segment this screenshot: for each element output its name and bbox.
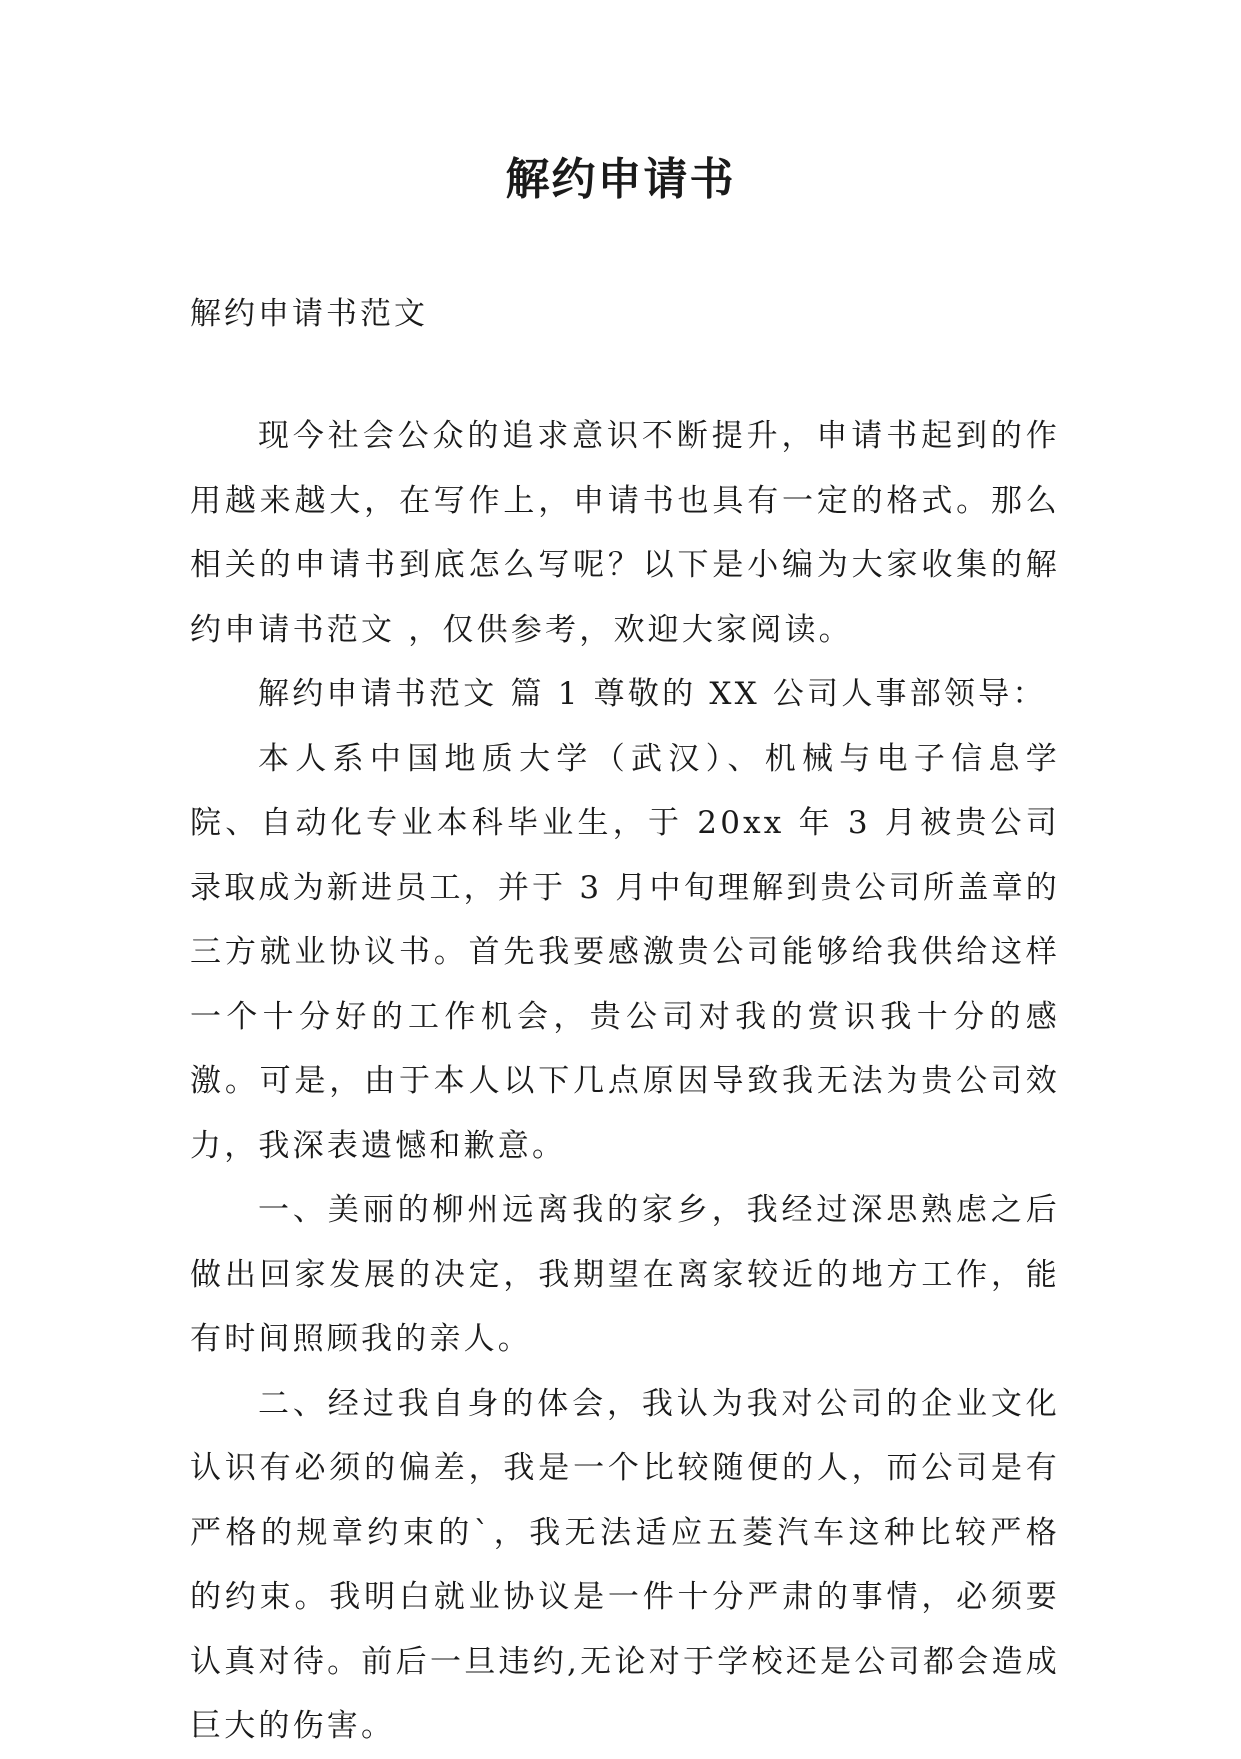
- paragraph-salutation: 解约申请书范文 篇 1 尊敬的 XX 公司人事部领导：: [258, 676, 1047, 712]
- paragraph-intro: 现今社会公众的追求意识不断提升，申请书起到的作用越来越大，在写作上，申请书也具有一定的格式。那么相关的申请书到底怎么写呢？以下是小编为大家收集的解约申请书范文 ，仅供参考，欢迎大家阅读。: [190, 418, 1060, 648]
- document-subtitle: 解约申请书范文: [190, 296, 428, 332]
- document-body: [190, 404, 1060, 1759]
- paragraph-background: 本人系中国地质大学（武汉）、机械与电子信息学院、自动化专业本科毕业生，于 20xx 年 3 月被贵公司录取成为新进员工，并于 3 月中旬理解到贵公司所盖章的三方就业协议书。首先我要感激贵公司能够给我供给这样一个十分好的工作机会，贵公司对我的赏识我十分的感激。可是，由于本人以下几点原因导致我无法为贵公司效力，我深表遗憾和歉意。: [190, 740, 1060, 1164]
- document-title: 解约申请书: [505, 154, 736, 205]
- paragraph-reason-one: 一、美丽的柳州远离我的家乡，我经过深思熟虑之后做出回家发展的决定，我期望在离家较近的地方工作，能有时间照顾我的亲人。: [190, 1192, 1060, 1357]
- paragraph-reason-two: 二、经过我自身的体会，我认为我对公司的企业文化认识有必须的偏差，我是一个比较随便的人，而公司是有严格的规章约束的`，我无法适应五菱汽车这种比较严格的约束。我明白就业协议是一件十分严肃的事情，必须要认真对待。前后一旦违约,无论对于学校还是公司都会造成巨大的伤害。: [190, 1385, 1060, 1744]
